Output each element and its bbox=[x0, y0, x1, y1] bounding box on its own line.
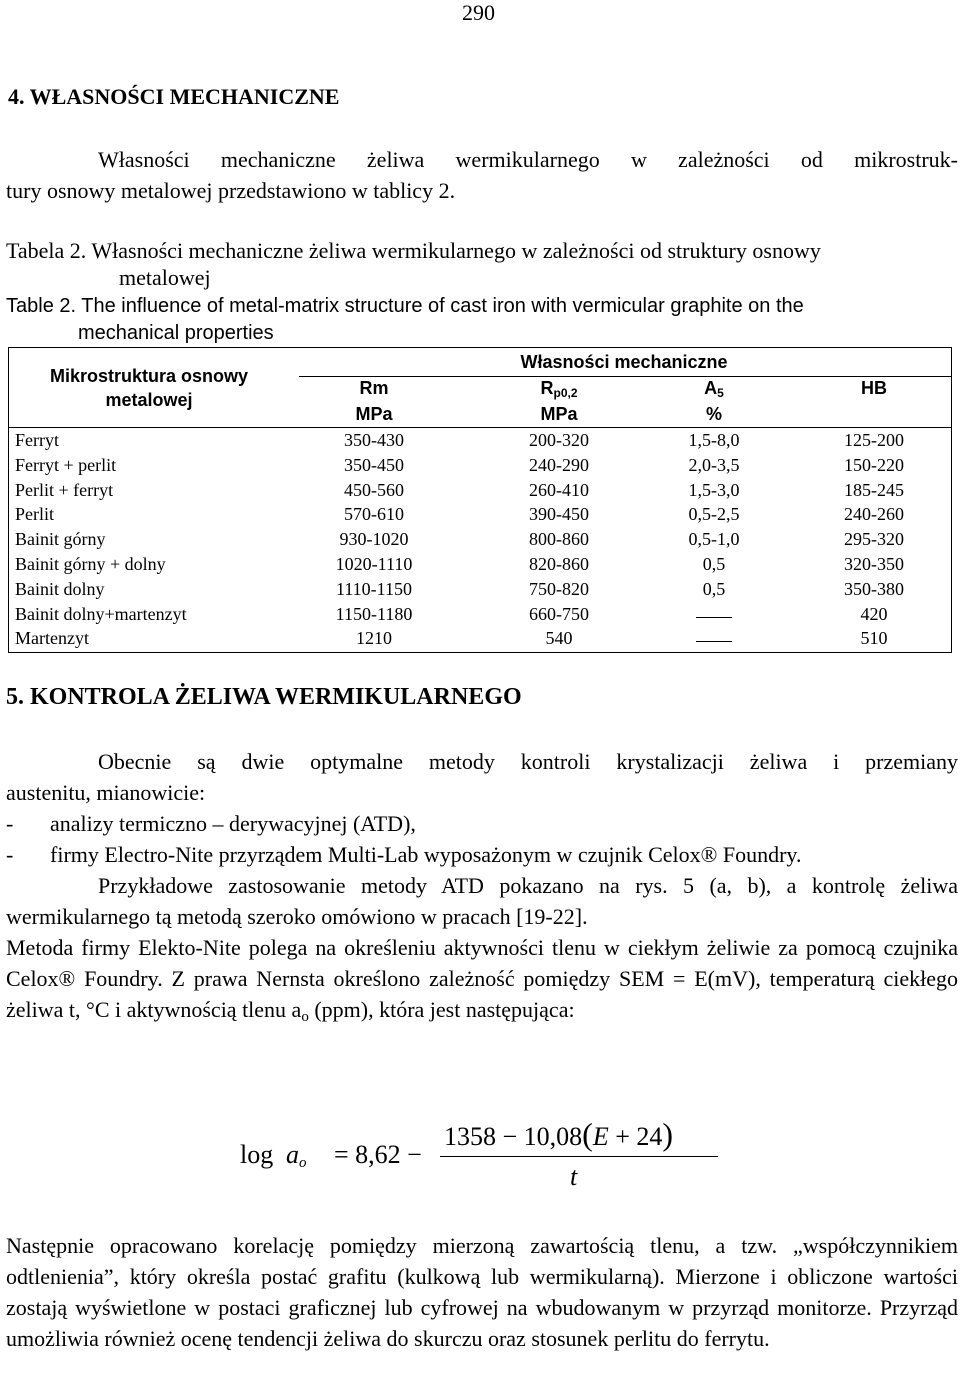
caption-en-line-2: mechanical properties bbox=[78, 322, 274, 344]
cell-rp: 260-410 bbox=[529, 479, 589, 500]
formula-denominator: t bbox=[570, 1162, 578, 1191]
cell-rm: 570-610 bbox=[344, 504, 404, 525]
formula-numerator: 1358 − 10,08(E + 24) bbox=[444, 1116, 674, 1152]
header-rm: Rm bbox=[359, 378, 389, 398]
cell-hb: 420 bbox=[860, 603, 888, 624]
cell-structure: Ferryt + perlit bbox=[15, 454, 117, 475]
cell-rm: 1020-1110 bbox=[335, 554, 413, 574]
cell-rp: 800-860 bbox=[529, 529, 589, 550]
cell-hb: 295-320 bbox=[844, 529, 904, 550]
section-5-paragraph-1: Obecnie są dwie optymalne metody kontroli krystalizacji żeliwa i przemiany austenitu, mianowicie: - analizy termiczno – derywacyjnej (ATD), - firmy Electro-Nite przyrządem Multi-Lab wyposażonym w czujnik Celox® Foundry. Przykładowe zastosowanie metody ATD pokazano na rys. 5 (a, b), a kontrolę żeliwa wermikularnego tą metodą szeroko omówiono w pracach [19-22]. Metoda firmy Elekto-Nite polega na określeniu aktywności tlenu w ciekłym żeliwie za pomocą czujnika Celox® Foundry. Z prawa Nernsta określono zależność pomiędzy SEM = E(mV), temperaturą ciekłego żeliwa t, °C i aktywnością tlenu $a_o$ (ppm), która jest następująca: bbox=[6, 746, 958, 1033]
cell-rm: 930-1020 bbox=[339, 529, 409, 550]
header-hb: HB bbox=[861, 378, 887, 398]
cell-hb: 185-245 bbox=[844, 479, 904, 500]
cell-structure: Bainit dolny bbox=[15, 578, 105, 599]
header-a5: $A_5$ bbox=[704, 378, 724, 400]
cell-structure: Ferryt bbox=[15, 430, 59, 450]
section-4-heading: 4. WŁASNOŚCI MECHANICZNE bbox=[8, 84, 340, 109]
cell-a5: 0,5 bbox=[702, 578, 726, 599]
fraction-bar bbox=[440, 1156, 718, 1157]
cell-hb: 150-220 bbox=[844, 454, 904, 475]
cell-hb: 240-260 bbox=[844, 504, 904, 525]
cell-a5: 1,5-3,0 bbox=[688, 479, 740, 500]
cell-structure: Perlit + ferryt bbox=[15, 479, 114, 500]
cell-structure: Bainit dolny+martenzyt bbox=[15, 603, 187, 624]
cell-rp: 820-860 bbox=[529, 554, 589, 574]
header-structure: Mikrostruktura osnowy metalowej bbox=[49, 366, 249, 410]
cell-rm: 350-430 bbox=[344, 430, 404, 450]
properties-table bbox=[8, 347, 952, 653]
table-caption-en bbox=[6, 293, 958, 347]
section-5-paragraph-3: Metoda firmy Elekto-Nite polega na określeniu aktywności tlenu w ciekłym żeliwie za pomocą czujnika Celox® Foundry. Z prawa Nernsta określono zależność pomiędzy SEM = E(mV), temperaturą ciekłego żeliwa t, °C i aktywnością tlenu $a_o$ (ppm), która jest następująca: bbox=[6, 935, 958, 1025]
section-5-paragraph-4: Następnie opracowano korelację pomiędzy mierzoną zawartością tlenu, a tzw. „współczynnikiem odtlenienia”, który określa postać grafitu (kulkową lub wermikularną). Mierzone i obliczone wartości zostają wyświetlone w postaci graficznej lub cyfrowej na wbudowanym w przyrząd monitorze. Przyrząd umożliwia również ocenę tendencji żeliwa do skurczu oraz stosunek perlitu do ferrytu. bbox=[6, 1233, 958, 1351]
cell-rp: 750-820 bbox=[529, 578, 589, 599]
intro-line-1: Własności mechaniczne żeliwa wermikularnego w zależności od mikrostruk- bbox=[98, 147, 958, 172]
caption-pl-line-2: metalowej bbox=[119, 265, 211, 290]
cell-structure: Bainit górny + dolny bbox=[15, 554, 166, 574]
no-value-dash bbox=[696, 641, 732, 642]
caption-en-line-1: Table 2. The influence of metal-matrix structure of cast iron with vermicular graphite on the bbox=[6, 295, 804, 317]
cell-rp: 540 bbox=[545, 628, 573, 649]
cell-structure: Martenzyt bbox=[15, 628, 89, 649]
cell-hb: 320-350 bbox=[844, 554, 904, 574]
cell-rm: 350-450 bbox=[344, 454, 404, 475]
formula-log: log bbox=[240, 1140, 274, 1169]
caption-pl-line-1: Tabela 2. Własności mechaniczne żeliwa wermikularnego w zależności od struktury osnowy bbox=[6, 238, 821, 263]
header-rm-unit: MPa bbox=[355, 404, 393, 424]
cell-rm: 1150-1180 bbox=[335, 603, 413, 624]
cell-rm: 1210 bbox=[356, 628, 392, 649]
no-value-dash bbox=[696, 617, 732, 618]
cell-rm: 1110-1150 bbox=[336, 578, 412, 599]
cell-rm: 450-560 bbox=[344, 479, 404, 500]
cell-structure: Perlit bbox=[15, 504, 54, 525]
page-number: 290 bbox=[462, 0, 495, 25]
header-bottom-rule bbox=[9, 427, 951, 428]
cell-a5: 1,5-8,0 bbox=[688, 430, 740, 450]
section-5-heading: 5. KONTROLA ŻELIWA WERMIKULARNEGO bbox=[6, 684, 522, 710]
formula-constant: = 8,62 − bbox=[334, 1140, 422, 1169]
intro-line-2: tury osnowy metalowej przedstawiono w tablicy 2. bbox=[6, 178, 456, 203]
cell-hb: 350-380 bbox=[844, 578, 904, 599]
cell-a5: 0,5 bbox=[702, 554, 726, 574]
list-item: - firmy Electro-Nite przyrządem Multi-Lab wyposażonym w czujnik Celox® Foundry. bbox=[6, 842, 802, 867]
cell-a5: 2,0-3,5 bbox=[688, 454, 740, 475]
cell-a5: 0,5-2,5 bbox=[688, 504, 740, 525]
header-rp-unit: MPa bbox=[540, 404, 578, 424]
list-item: - analizy termiczno – derywacyjnej (ATD), bbox=[6, 811, 416, 836]
cell-hb: 125-200 bbox=[844, 430, 904, 450]
cell-rp: 390-450 bbox=[529, 504, 589, 525]
cell-hb: 510 bbox=[860, 628, 888, 649]
cell-a5: 0,5-1,0 bbox=[688, 529, 740, 550]
header-a5-unit: % bbox=[705, 404, 722, 424]
header-rp: $R_{p0,2}$ bbox=[540, 378, 578, 400]
section-4-intro bbox=[6, 144, 958, 206]
cell-rp: 200-320 bbox=[529, 430, 589, 450]
formula-a: $a_o$ bbox=[286, 1140, 307, 1171]
cell-structure: Bainit górny bbox=[15, 529, 106, 550]
cell-rp: 240-290 bbox=[529, 454, 589, 475]
nernst-formula bbox=[240, 1112, 720, 1202]
header-rule bbox=[299, 376, 951, 377]
table-caption-pl bbox=[6, 237, 958, 291]
header-mechanical-properties: Własności mechaniczne bbox=[520, 352, 728, 372]
section-5-paragraph-2: Przykładowe zastosowanie metody ATD pokazano na rys. 5 (a, b), a kontrolę żeliwa wermikularnego tą metodą szeroko omówiono w pracach [19-22]. bbox=[6, 873, 958, 929]
cell-rp: 660-750 bbox=[529, 603, 589, 624]
